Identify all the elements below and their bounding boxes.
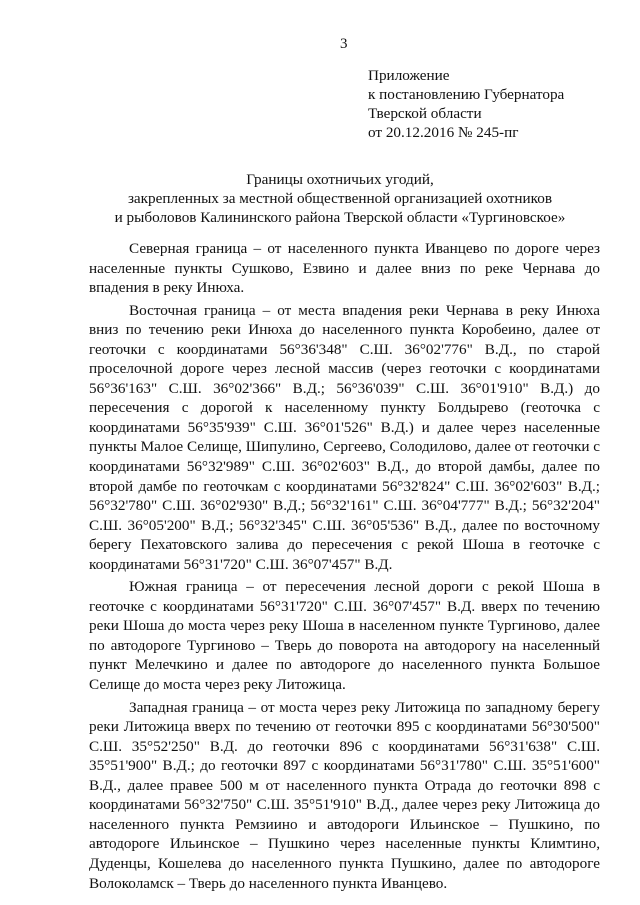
title-line-1: Границы охотничьих угодий, <box>246 171 434 188</box>
eastern-border-paragraph: Восточная граница – от места впадения реки Чернава в реку Инюха вниз по течению реки Инюха до населенного пункта Коробеино, далее от геоточки с координатами 56°36'348" С.Ш. 36°02'776" В.Д., по старой проселочной дороге через лесной массив (через геоточки с координатами 56°36'163" С.Ш. 36°02'366" В.Д.; 56°36'039" С.Ш. 36°01'910" В.Д.) до пересечения с дорогой к населенному пункту Болдырево (геоточка с координатами 56°35'939" С.Ш. 36°01'526" В.Д.) и далее через населенные пункты Малое Селище, Шипулино, Сергеево, Солодилово, далее от геоточки с координатами 56°32'989" С.Ш. 36°02'603" В.Д., до второй дамбы, далее по второй дамбе по геоточкам с координатами 56°32'824" С.Ш. 36°02'603" В.Д.; 56°32'780" С.Ш. 36°02'930" В.Д.; 56°32'161" С.Ш. 36°04'777" В.Д.; 56°32'204" С.Ш. 36°05'200" В.Д.; 56°32'345" С.Ш. 36°05'536" В.Д., далее по восточному берегу Пехатовского залива до пересечения с рекой Шоша в геоточке с координатами 56°31'720" С.Ш. 36°07'457" В.Д. <box>89 301 600 573</box>
southern-border-paragraph: Южная граница – от пересечения лесной дороги с рекой Шоша в геоточке с координатами 56°31'720" С.Ш. 36°07'457" В.Д. вверх по течению реки Шоша до моста через реку Шоша в населенном пункте Тургиново, далее по автодороге Тургиново – Тверь до поворота на автодорогу на населенный пункт Мелечкино и далее по автодороге до населенного пункта Большое Селище до моста через реку Литожица. <box>89 578 600 694</box>
western-border-paragraph: Западная граница – от моста через реку Литожица по западному берегу реки Литожица вверх по течению от геоточки 895 с координатами 56°30'500" С.Ш. 35°52'250" В.Д. до геоточки 896 с координатами 56°31'638" С.Ш. 35°51'900" В.Д.; до геоточки 897 с координатами 56°31'780" С.Ш. 35°51'600" В.Д., далее правее 500 м от населенного пункта Отрада до геоточки 898 с координатами 56°32'750" С.Ш. 35°51'910" В.Д., далее через реку Литожица до населенного пункта Ремзиино и автодороги Ильинское – Пушкино, по автодороге Ильинское – Пушкино через населенные пункты Климтино, Дуденцы, Кошелева до населенного пункта Пушкино, далее по автодороге Волоколамск – Тверь до населенного пункта Иванцево. <box>89 698 600 892</box>
title-line-2: закрепленных за местной общественной организацией охотников <box>127 190 553 207</box>
northern-border-paragraph: Северная граница – от населенного пункта Иванцево по дороге через населенные пункты Сушково, Езвино и далее вниз по реке Чернава до впадения в реку Инюха. <box>89 240 600 297</box>
appendix-line-2: к постановлению Губернатора <box>368 86 565 103</box>
appendix-header <box>368 66 564 142</box>
title-line-3: и рыболовов Калининского района Тверской области «Тургиновское» <box>114 209 566 226</box>
appendix-line-3: Тверской области <box>368 105 482 122</box>
appendix-line-1: Приложение <box>368 67 450 84</box>
page-number: 3 <box>340 36 348 52</box>
document-body <box>89 239 600 896</box>
appendix-line-4: от 20.12.2016 № 245-пг <box>368 124 519 141</box>
document-title <box>60 170 620 227</box>
